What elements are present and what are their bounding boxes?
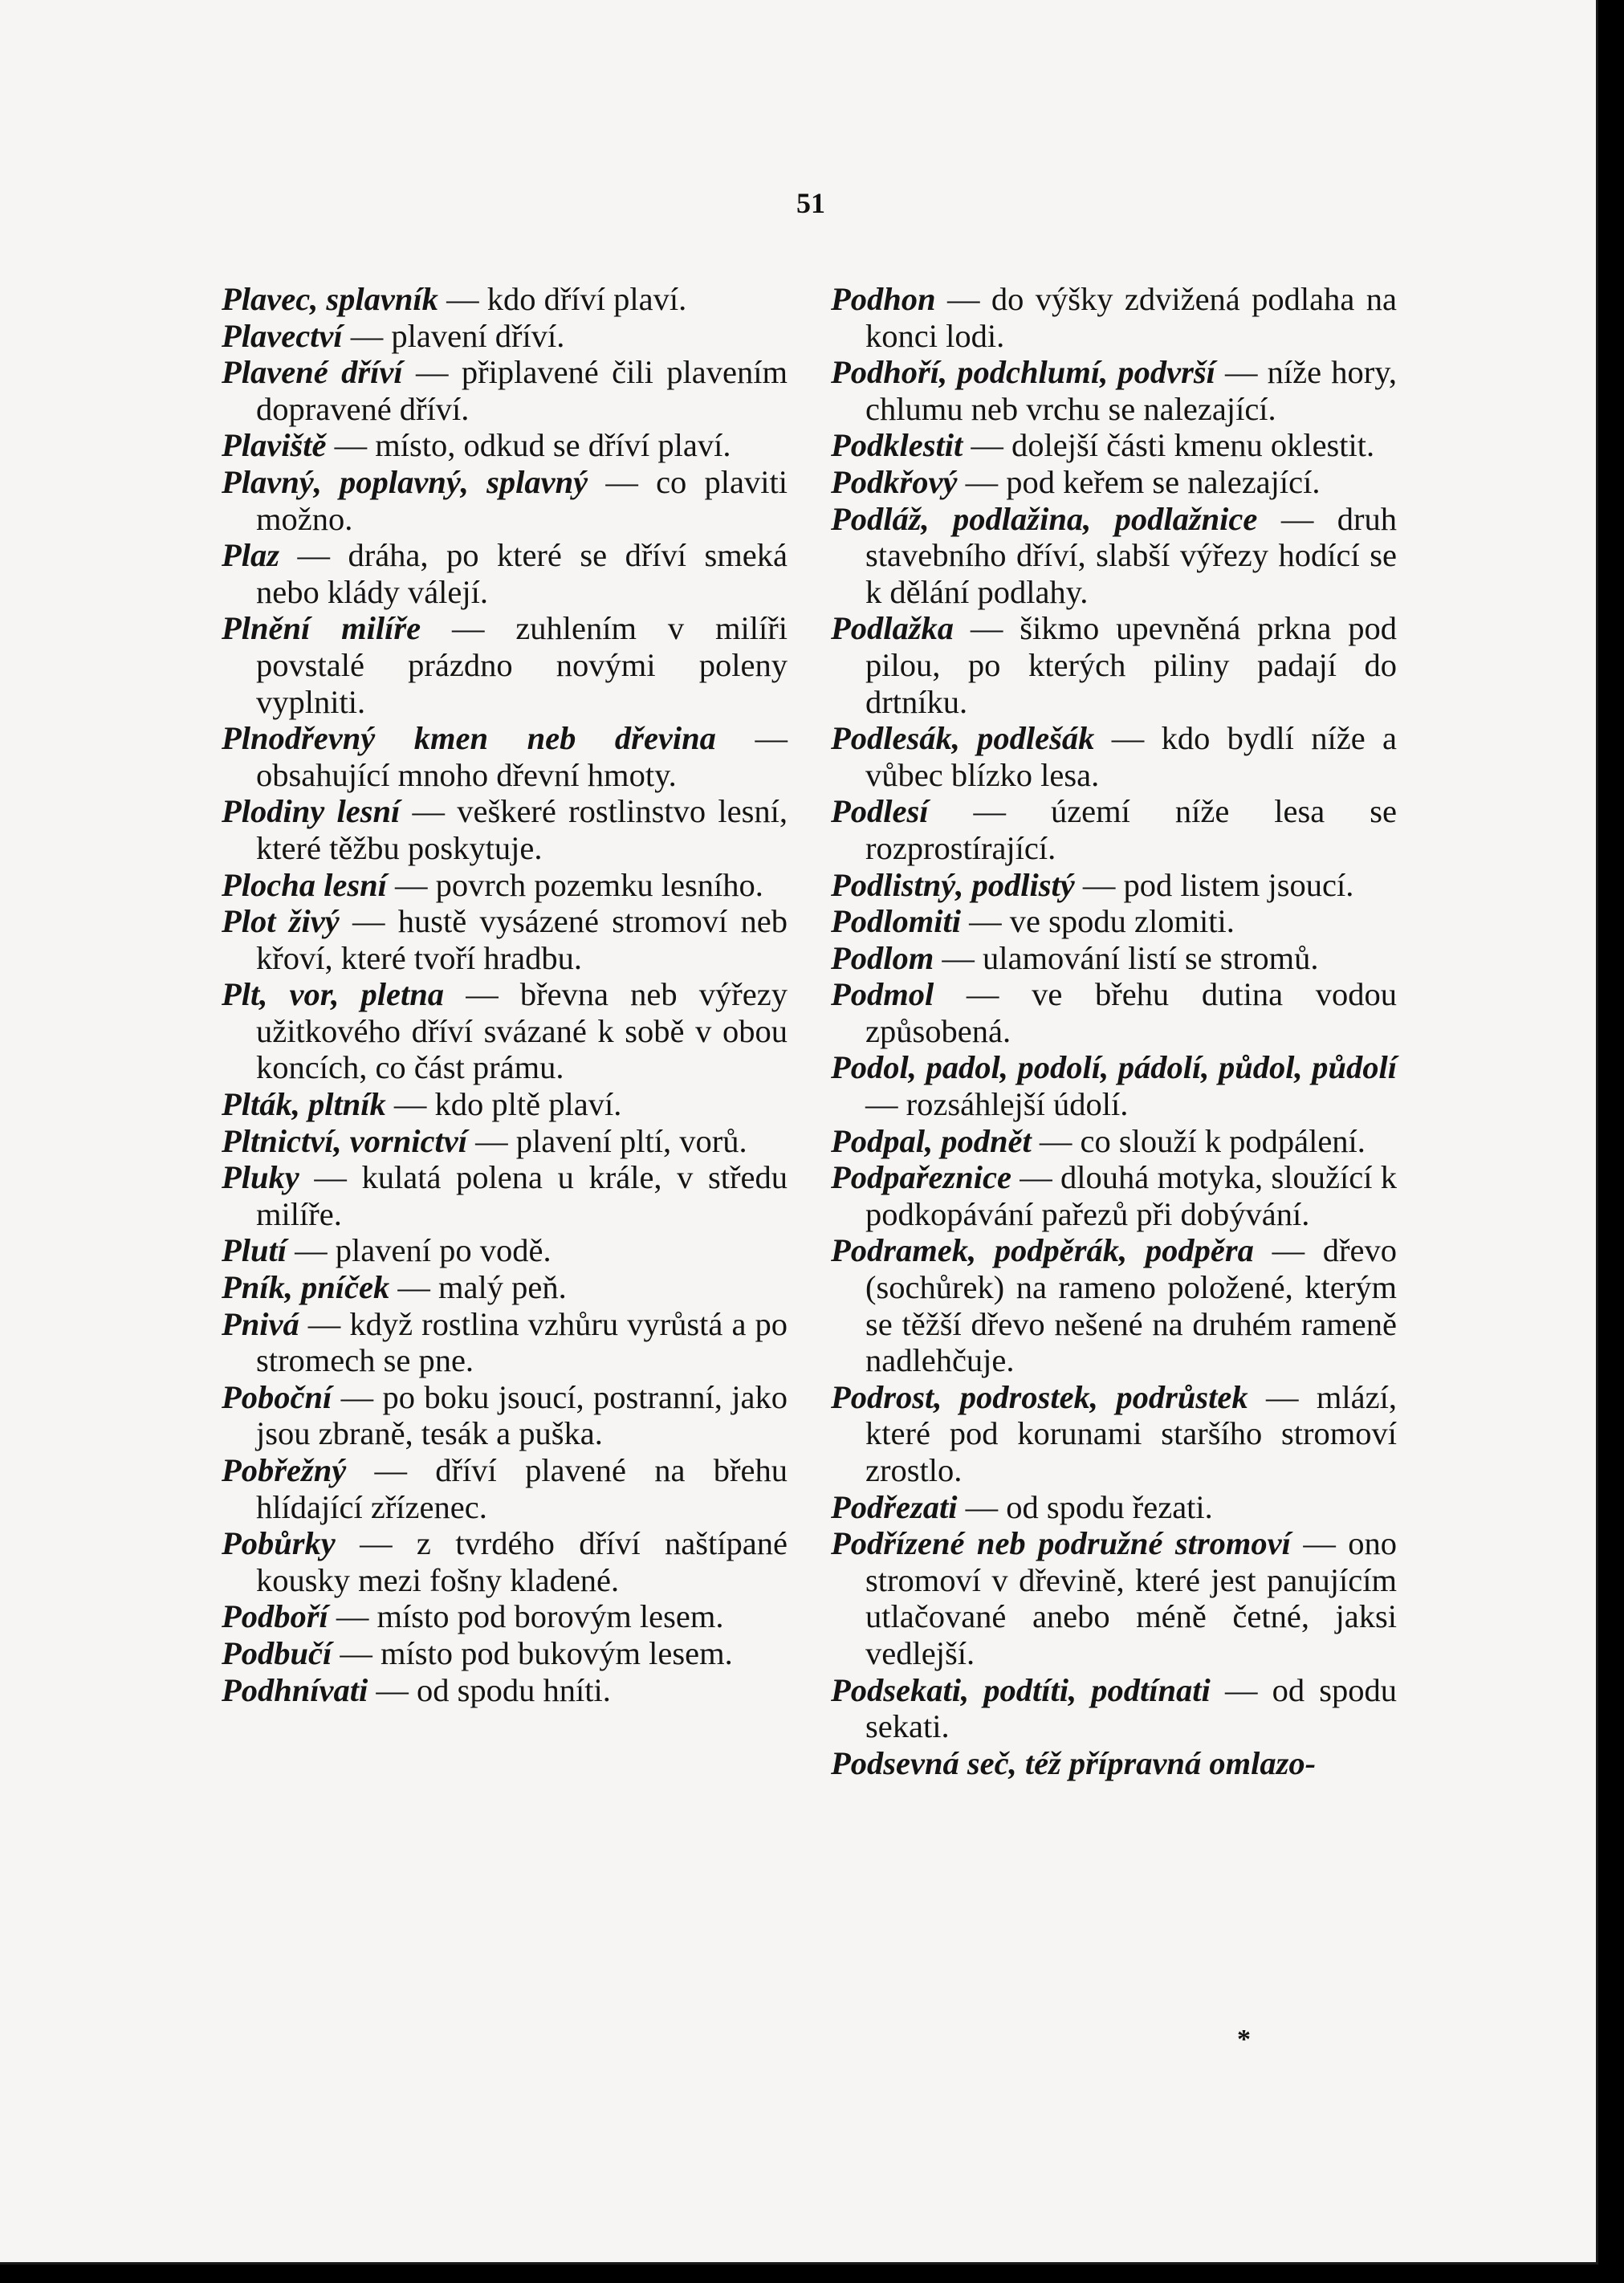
entry-definition: — do výšky zdvižená podlaha na konci lodi. bbox=[865, 281, 1397, 354]
entry-term: Podřezati bbox=[831, 1488, 958, 1525]
dictionary-entry bbox=[222, 976, 788, 1086]
entry-term: Plnodřevný kmen neb dřevina bbox=[222, 720, 716, 757]
entry-term: Podpařeznice bbox=[831, 1159, 1011, 1196]
entry-term: Pník, pníček bbox=[222, 1269, 390, 1306]
entry-term: Podhoří, podchlumí, podvrší bbox=[831, 354, 1215, 391]
dictionary-entry bbox=[831, 793, 1397, 866]
entry-term: Podboří bbox=[222, 1598, 328, 1635]
entry-term: Podkřový bbox=[831, 463, 958, 500]
entry-term: Podbučí bbox=[222, 1634, 332, 1671]
entry-definition: — dříví plavené na břehu hlídající zřízenec. bbox=[256, 1452, 788, 1525]
dictionary-entry bbox=[222, 1672, 788, 1709]
entry-definition: — pod listem jsoucí. bbox=[1074, 866, 1354, 903]
dictionary-entry bbox=[831, 354, 1397, 427]
dictionary-entry bbox=[831, 1123, 1397, 1160]
dictionary-entry bbox=[222, 867, 788, 904]
entry-definition: — plavení pltí, vorů. bbox=[466, 1122, 747, 1159]
dictionary-entry bbox=[222, 1598, 788, 1635]
entry-definition: — od spodu sekati. bbox=[865, 1671, 1397, 1745]
dictionary-entry bbox=[222, 1159, 788, 1232]
entry-definition: — malý peň. bbox=[389, 1269, 567, 1306]
entry-term: Pluky bbox=[222, 1159, 299, 1196]
dictionary-entry bbox=[831, 1672, 1397, 1745]
dictionary-entry bbox=[222, 1635, 788, 1672]
entry-term: Podhnívati bbox=[222, 1671, 368, 1708]
entry-definition: — co plaviti možno. bbox=[256, 463, 788, 537]
entry-definition: — od spodu řezati. bbox=[957, 1488, 1213, 1525]
entry-term: Pltnictví, vornictví bbox=[222, 1122, 467, 1159]
dictionary-entry bbox=[222, 1123, 788, 1160]
dictionary-entry bbox=[831, 501, 1397, 611]
dictionary-entry bbox=[831, 464, 1397, 501]
entry-definition: — dlouhá motyka, sloužící k podkopávání pařezů při dobývání. bbox=[865, 1159, 1397, 1232]
dictionary-entry bbox=[831, 720, 1397, 793]
dictionary-entry bbox=[831, 1489, 1397, 1526]
entry-term: Plavec, splavník bbox=[222, 281, 438, 317]
entry-term: Plnění milíře bbox=[222, 610, 421, 647]
entry-definition: — hustě vysázené stromoví neb křoví, které tvoří hradbu. bbox=[256, 903, 788, 976]
entry-definition: — připlavené čili plavením dopravené dříví. bbox=[256, 354, 788, 427]
entry-term: Plt, vor, pletna bbox=[222, 976, 445, 1013]
entry-definition: — kdo dříví plaví. bbox=[438, 281, 687, 317]
dictionary-entry bbox=[831, 1525, 1397, 1671]
entry-definition: — mlází, které pod korunami staršího stromoví zrostlo. bbox=[865, 1378, 1397, 1488]
entry-definition: — z tvrdého dříví naštípané kousky mezi fošny kladené. bbox=[256, 1525, 788, 1598]
entry-term: Podpal, podnět bbox=[831, 1122, 1032, 1159]
entry-term: Plot živý bbox=[222, 903, 340, 940]
dictionary-entry bbox=[222, 281, 788, 318]
footer-asterisk: * bbox=[1237, 2025, 1251, 2054]
dictionary-entry bbox=[222, 318, 788, 355]
dictionary-entry bbox=[222, 720, 788, 793]
entry-term: Podsevná seč, též přípravná omlazo- bbox=[831, 1744, 1317, 1781]
entry-term: Plodiny lesní bbox=[222, 793, 401, 830]
dictionary-entry bbox=[831, 427, 1397, 464]
dictionary-entry bbox=[831, 976, 1397, 1049]
entry-term: Plutí bbox=[222, 1232, 287, 1269]
entry-term: Podol, padol, podolí, pádolí, půdol, půdolí bbox=[831, 1049, 1397, 1086]
entry-term: Plaz bbox=[222, 537, 280, 574]
dictionary-entry bbox=[222, 1306, 788, 1379]
dictionary-entry bbox=[831, 1232, 1397, 1378]
entry-term: Podklestit bbox=[831, 427, 963, 464]
entry-term: Podsekati, podtíti, podtínati bbox=[831, 1671, 1211, 1708]
entry-definition: — veškeré rostlinstvo lesní, které těžbu poskytuje. bbox=[256, 793, 788, 866]
dictionary-entry bbox=[831, 940, 1397, 977]
entry-term: Plták, pltník bbox=[222, 1086, 386, 1123]
entry-definition: — dolejší části kmenu oklestit. bbox=[963, 427, 1375, 464]
dictionary-entry bbox=[222, 1232, 788, 1269]
dictionary-entry bbox=[222, 1269, 788, 1306]
entry-term: Plocha lesní bbox=[222, 866, 387, 903]
entry-term: Podláž, podlažina, podlažnice bbox=[831, 500, 1258, 537]
entry-definition: — ve břehu dutina vodou způsobená. bbox=[865, 976, 1397, 1049]
dictionary-entry bbox=[222, 793, 788, 866]
dictionary-entry bbox=[222, 1452, 788, 1525]
entry-term: Pnivá bbox=[222, 1305, 299, 1342]
entry-term: Pobůrky bbox=[222, 1525, 336, 1562]
entry-term: Plaviště bbox=[222, 427, 327, 464]
dictionary-entry bbox=[222, 464, 788, 537]
dictionary-entry bbox=[831, 281, 1397, 354]
entry-definition: — ono stromoví v dřevině, které jest panujícím utlačované anebo méně četné, jaksi vedlejší. bbox=[865, 1525, 1398, 1671]
entry-definition: — druh stavebního dříví, slabší výřezy hodící se k dělání podlahy. bbox=[865, 500, 1397, 610]
dictionary-entry bbox=[222, 903, 788, 976]
dictionary-entry bbox=[222, 1379, 788, 1452]
dictionary-entry bbox=[831, 1159, 1397, 1232]
entry-definition: — ve spodu zlomiti. bbox=[961, 903, 1235, 940]
entry-term: Podlesák, podlešák bbox=[831, 720, 1095, 757]
entry-definition: — níže hory, chlumu neb vrchu se nalezající. bbox=[865, 354, 1397, 427]
entry-term: Podlesí bbox=[831, 793, 929, 830]
entry-definition: — od spodu hníti. bbox=[368, 1671, 611, 1708]
entry-term: Podmol bbox=[831, 976, 934, 1013]
dictionary-entry bbox=[222, 1086, 788, 1123]
entry-definition: — co slouží k podpálení. bbox=[1031, 1122, 1366, 1159]
dictionary-entry bbox=[222, 1525, 788, 1598]
dictionary-entry bbox=[831, 867, 1397, 904]
entry-definition: — po boku jsoucí, postranní, jako jsou zbraně, tesák a puška. bbox=[256, 1378, 788, 1452]
dictionary-entry bbox=[831, 1379, 1397, 1489]
entry-definition: — místo, odkud se dříví plaví. bbox=[326, 427, 731, 464]
dictionary-entry bbox=[222, 427, 788, 464]
entry-definition: — břevna neb výřezy užitkového dříví svázané k sobě v obou koncích, co část prámu. bbox=[256, 976, 788, 1086]
entry-definition: — obsahující mnoho dřevní hmoty. bbox=[256, 720, 788, 793]
page-number: 51 bbox=[796, 187, 825, 219]
dictionary-entry bbox=[831, 610, 1397, 720]
dictionary-entry bbox=[831, 903, 1397, 940]
entry-term: Pobřežný bbox=[222, 1452, 347, 1488]
entry-term: Plavný, poplavný, splavný bbox=[222, 463, 588, 500]
entry-definition: — plavení po vodě. bbox=[287, 1232, 552, 1269]
entry-definition: — místo pod borovým lesem. bbox=[328, 1598, 724, 1635]
dictionary-entry bbox=[222, 610, 788, 720]
entry-definition: — území níže lesa se rozprostírající. bbox=[865, 793, 1397, 866]
entry-term: Podrost, podrostek, podrůstek bbox=[831, 1378, 1248, 1415]
dictionary-entry bbox=[222, 537, 788, 610]
entry-definition: — pod keřem se nalezající. bbox=[957, 463, 1321, 500]
entry-definition: — místo pod bukovým lesem. bbox=[332, 1634, 733, 1671]
left-column bbox=[222, 281, 788, 1708]
entry-term: Podhon bbox=[831, 281, 936, 317]
entry-definition: — dřevo (sochůrek) na rameno položené, kterým se těžší dřevo nešené na druhém rameně nadlehčuje. bbox=[865, 1232, 1398, 1379]
dictionary-entry bbox=[831, 1745, 1397, 1782]
entry-term: Plavené dříví bbox=[222, 354, 403, 391]
entry-definition: — šikmo upevněná prkna pod pilou, po kterých piliny padají do drtníku. bbox=[865, 610, 1397, 720]
entry-term: Plavectví bbox=[222, 317, 343, 354]
entry-term: Podramek, podpěrák, podpěra bbox=[831, 1232, 1254, 1269]
entry-term: Podlomiti bbox=[831, 903, 961, 940]
entry-definition: — rozsáhlejší údolí. bbox=[865, 1086, 1129, 1123]
entry-term: Podlažka bbox=[831, 610, 954, 647]
entry-term: Poboční bbox=[222, 1378, 332, 1415]
entry-definition: — povrch pozemku lesního. bbox=[386, 866, 763, 903]
entry-term: Podlistný, podlistý bbox=[831, 866, 1075, 903]
dictionary-entry bbox=[222, 354, 788, 427]
entry-definition: — kulatá polena u krále, v středu milíře. bbox=[256, 1159, 788, 1232]
right-column bbox=[831, 281, 1397, 1781]
entry-definition: — kdo pltě plaví. bbox=[385, 1086, 622, 1123]
dictionary-entry bbox=[831, 1049, 1397, 1122]
entry-definition: — když rostlina vzhůru vyrůstá a po stromech se pne. bbox=[256, 1305, 788, 1379]
entry-term: Podlom bbox=[831, 939, 934, 976]
entry-definition: — dráha, po které se dříví smeká nebo klády válejí. bbox=[256, 537, 788, 610]
entry-definition: — ulamování listí se stromů. bbox=[934, 939, 1319, 976]
entry-definition: — zuhlením v milíři povstalé prázdno novými poleny vyplniti. bbox=[256, 610, 788, 720]
entry-term: Podřízené neb podružné stromoví bbox=[831, 1525, 1291, 1562]
entry-definition: — kdo bydlí níže a vůbec blízko lesa. bbox=[865, 720, 1397, 793]
entry-definition: — plavení dříví. bbox=[342, 317, 565, 354]
